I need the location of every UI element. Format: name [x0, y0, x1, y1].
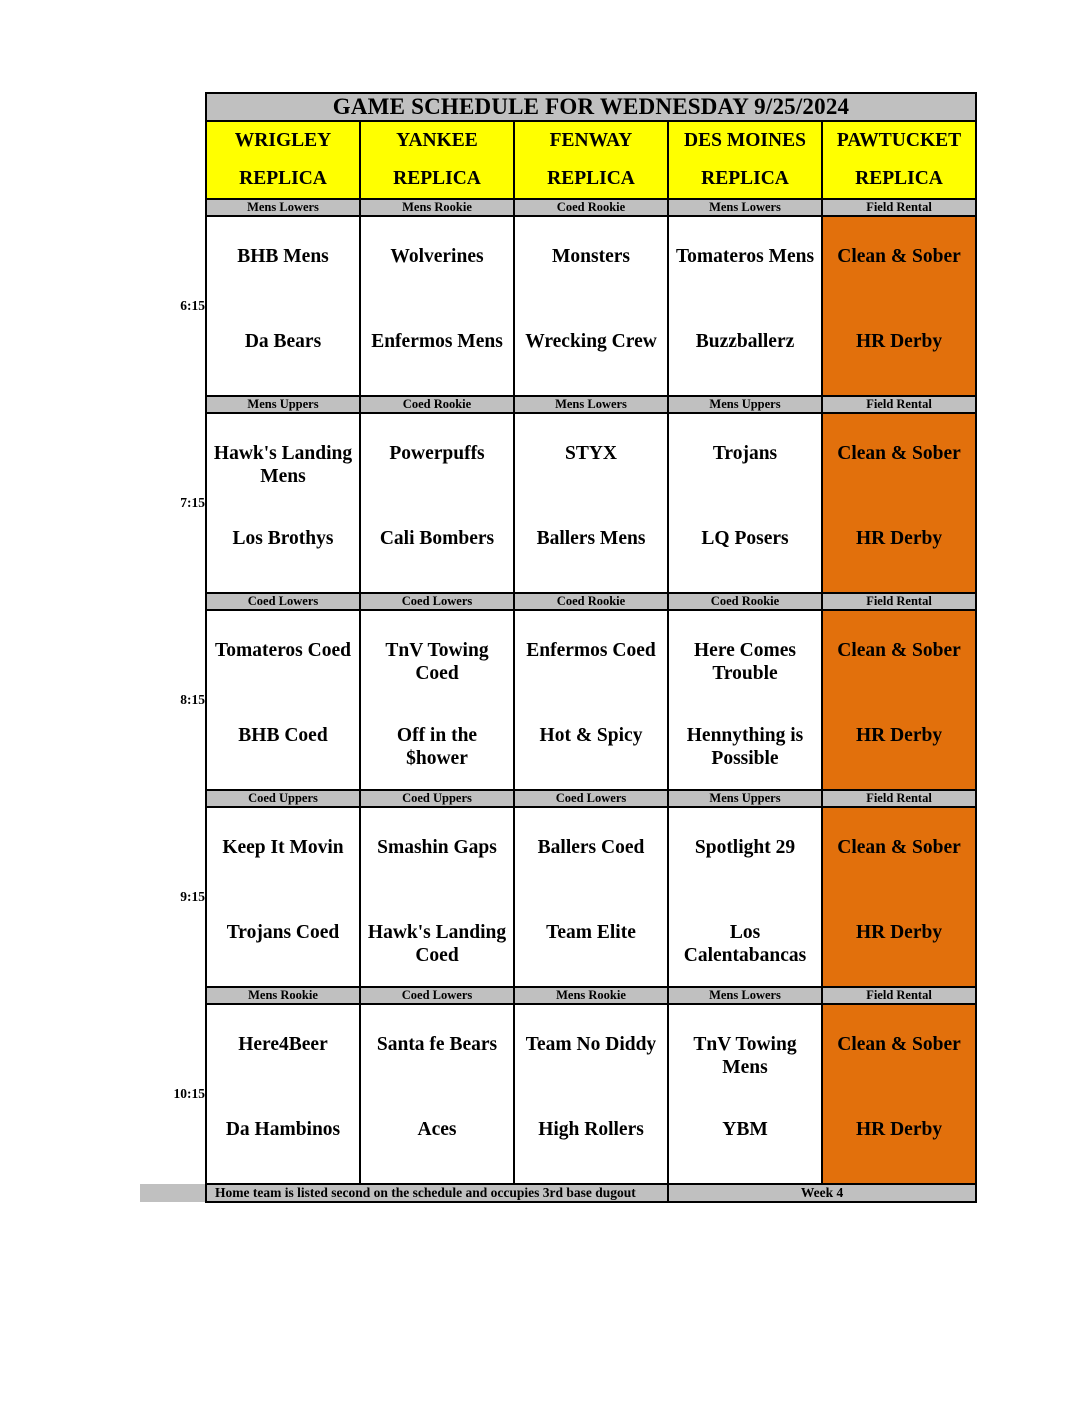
game-cell-4-2[interactable] — [514, 1004, 668, 1184]
field-name-3: DES MOINES — [684, 130, 806, 151]
away-team-0-0: BHB Mens — [237, 246, 329, 268]
game-cell-0-4[interactable] — [822, 216, 976, 396]
game-cell-0-2[interactable] — [514, 216, 668, 396]
division-row-1 — [140, 396, 976, 413]
game-cell-2-4[interactable] — [822, 610, 976, 790]
away-team-3-4: Clean & Sober — [837, 837, 961, 859]
field-name-0: WRIGLEY — [234, 130, 332, 151]
home-team-0-4: HR Derby — [855, 331, 943, 353]
home-team-4-3: YBM — [722, 1119, 768, 1141]
division-label-2-0: Coed Lowers — [206, 593, 360, 610]
division-label-1-4: Field Rental — [822, 396, 976, 413]
away-team-0-4: Clean & Sober — [837, 246, 961, 268]
home-team-2-3: Hennything is Possible — [686, 725, 804, 770]
away-team-0-2: Monsters — [552, 246, 630, 268]
division-label-4-0: Mens Rookie — [206, 987, 360, 1004]
home-team-3-1: Hawk's Landing Coed — [367, 922, 507, 967]
game-cell-1-0[interactable] — [206, 413, 360, 593]
away-team-2-2: Enfermos Coed — [526, 640, 656, 662]
time-label-1: 7:15 — [180, 495, 205, 511]
away-team-2-3: Here Comes Trouble — [694, 640, 796, 685]
division-spacer-1 — [140, 396, 206, 413]
home-team-3-4: HR Derby — [855, 922, 943, 944]
home-team-2-2: Hot & Spicy — [539, 725, 643, 747]
away-team-3-2: Ballers Coed — [537, 837, 645, 859]
footer-spacer — [140, 1184, 206, 1202]
division-label-0-2: Coed Rookie — [514, 199, 668, 216]
division-label-4-1: Coed Lowers — [360, 987, 514, 1004]
game-cell-4-1[interactable] — [360, 1004, 514, 1184]
home-team-1-4: HR Derby — [855, 528, 943, 550]
field-header-1 — [360, 121, 514, 199]
division-label-2-1: Coed Lowers — [360, 593, 514, 610]
away-team-1-4: Clean & Sober — [837, 443, 961, 465]
title-row — [140, 93, 976, 121]
field-header-2 — [514, 121, 668, 199]
game-cell-0-1[interactable] — [360, 216, 514, 396]
division-label-0-1: Mens Rookie — [360, 199, 514, 216]
game-cell-4-0[interactable] — [206, 1004, 360, 1184]
division-label-4-3: Mens Lowers — [668, 987, 822, 1004]
away-team-2-1: TnV Towing Coed — [385, 640, 489, 685]
home-team-1-2: Ballers Mens — [536, 528, 646, 550]
home-team-2-1: Off in the $hower — [396, 725, 478, 770]
away-team-0-1: Wolverines — [390, 246, 484, 268]
game-cell-2-0[interactable] — [206, 610, 360, 790]
time-label-0: 6:15 — [180, 298, 205, 314]
time-label-2: 8:15 — [180, 692, 205, 708]
away-team-4-0: Here4Beer — [238, 1034, 328, 1056]
away-team-1-2: STYX — [564, 443, 618, 465]
home-team-4-4: HR Derby — [855, 1119, 943, 1141]
home-team-0-3: Buzzballerz — [695, 331, 795, 353]
division-label-2-2: Coed Rookie — [514, 593, 668, 610]
game-cell-1-3[interactable] — [668, 413, 822, 593]
away-team-2-0: Tomateros Coed — [215, 640, 351, 662]
division-spacer-0 — [140, 199, 206, 216]
home-team-0-1: Enfermos Mens — [371, 331, 503, 353]
home-team-0-0: Da Bears — [244, 331, 322, 353]
away-team-3-3: Spotlight 29 — [694, 837, 796, 859]
home-team-4-2: High Rollers — [538, 1119, 644, 1141]
home-team-3-3: Los Calentabancas — [683, 922, 807, 967]
home-team-0-2: Wrecking Crew — [525, 331, 657, 353]
field-header-3 — [668, 121, 822, 199]
home-team-2-0: BHB Coed — [238, 725, 328, 747]
home-team-1-1: Cali Bombers — [379, 528, 495, 550]
field-sub-4: REPLICA — [855, 168, 943, 190]
home-team-4-0: Da Hambinos — [225, 1119, 341, 1141]
home-team-1-3: LQ Posers — [701, 528, 789, 550]
field-header-4 — [822, 121, 976, 199]
away-team-1-3: Trojans — [712, 443, 778, 465]
division-label-3-0: Coed Uppers — [206, 790, 360, 807]
game-cell-2-2[interactable] — [514, 610, 668, 790]
game-cell-4-3[interactable] — [668, 1004, 822, 1184]
division-label-3-4: Field Rental — [822, 790, 976, 807]
division-spacer-2 — [140, 593, 206, 610]
games-row-3 — [140, 807, 976, 987]
home-team-1-0: Los Brothys — [232, 528, 334, 550]
game-cell-0-0[interactable] — [206, 216, 360, 396]
away-team-4-3: TnV Towing Mens — [693, 1034, 797, 1079]
away-team-0-3: Tomateros Mens — [675, 246, 815, 268]
footer-row — [140, 1184, 976, 1202]
home-team-2-4: HR Derby — [855, 725, 943, 747]
away-team-4-4: Clean & Sober — [837, 1034, 961, 1056]
division-label-3-1: Coed Uppers — [360, 790, 514, 807]
games-row-2 — [140, 610, 976, 790]
game-cell-3-2[interactable] — [514, 807, 668, 987]
division-spacer-3 — [140, 790, 206, 807]
game-cell-3-1[interactable] — [360, 807, 514, 987]
division-label-3-3: Mens Uppers — [668, 790, 822, 807]
division-row-3 — [140, 790, 976, 807]
game-cell-1-1[interactable] — [360, 413, 514, 593]
home-team-4-1: Aces — [417, 1119, 457, 1141]
away-team-2-4: Clean & Sober — [837, 640, 961, 662]
field-name-4: PAWTUCKET — [836, 130, 962, 151]
field-name-2: FENWAY — [549, 130, 633, 151]
division-spacer-4 — [140, 987, 206, 1004]
footer-note: Home team is listed second on the schedule and occupies 3rd base dugout — [206, 1184, 668, 1202]
footer-week: Week 4 — [668, 1184, 976, 1202]
game-cell-2-3[interactable] — [668, 610, 822, 790]
home-team-3-2: Team Elite — [546, 922, 636, 944]
game-cell-3-4[interactable] — [822, 807, 976, 987]
division-label-0-4: Field Rental — [822, 199, 976, 216]
division-row-2 — [140, 593, 976, 610]
game-cell-4-4[interactable] — [822, 1004, 976, 1184]
field-sub-1: REPLICA — [393, 168, 481, 190]
game-cell-2-1[interactable] — [360, 610, 514, 790]
page-title: GAME SCHEDULE FOR WEDNESDAY 9/25/2024 — [206, 93, 976, 121]
away-team-3-0: Keep It Movin — [222, 837, 344, 859]
division-label-1-1: Coed Rookie — [360, 396, 514, 413]
division-label-2-4: Field Rental — [822, 593, 976, 610]
title-spacer — [140, 93, 206, 121]
field-name-1: YANKEE — [396, 130, 478, 151]
division-label-1-0: Mens Uppers — [206, 396, 360, 413]
field-header-0 — [206, 121, 360, 199]
game-cell-1-2[interactable] — [514, 413, 668, 593]
division-label-2-3: Coed Rookie — [668, 593, 822, 610]
field-header-spacer — [140, 121, 206, 199]
game-cell-3-3[interactable] — [668, 807, 822, 987]
game-cell-3-0[interactable] — [206, 807, 360, 987]
division-row-0 — [140, 199, 976, 216]
games-row-0 — [140, 216, 976, 396]
field-sub-0: REPLICA — [239, 168, 327, 190]
field-sub-2: REPLICA — [547, 168, 635, 190]
field-header-row — [140, 121, 976, 199]
division-label-4-2: Mens Rookie — [514, 987, 668, 1004]
time-label-3: 9:15 — [180, 889, 205, 905]
away-team-4-2: Team No Diddy — [525, 1034, 657, 1056]
schedule-container — [140, 92, 976, 1203]
division-label-1-2: Mens Lowers — [514, 396, 668, 413]
game-cell-1-4[interactable] — [822, 413, 976, 593]
division-label-0-0: Mens Lowers — [206, 199, 360, 216]
time-label-4: 10:15 — [173, 1086, 205, 1102]
away-team-3-1: Smashin Gaps — [377, 837, 497, 859]
division-label-4-4: Field Rental — [822, 987, 976, 1004]
field-sub-3: REPLICA — [701, 168, 789, 190]
division-row-4 — [140, 987, 976, 1004]
game-cell-0-3[interactable] — [668, 216, 822, 396]
games-row-4 — [140, 1004, 976, 1184]
division-label-1-3: Mens Uppers — [668, 396, 822, 413]
division-label-0-3: Mens Lowers — [668, 199, 822, 216]
away-team-1-1: Powerpuffs — [389, 443, 485, 465]
away-team-1-0: Hawk's Landing Mens — [213, 443, 353, 488]
games-row-1 — [140, 413, 976, 593]
schedule-table — [140, 92, 977, 1203]
away-team-4-1: Santa fe Bears — [376, 1034, 498, 1056]
division-label-3-2: Coed Lowers — [514, 790, 668, 807]
home-team-3-0: Trojans Coed — [226, 922, 340, 944]
